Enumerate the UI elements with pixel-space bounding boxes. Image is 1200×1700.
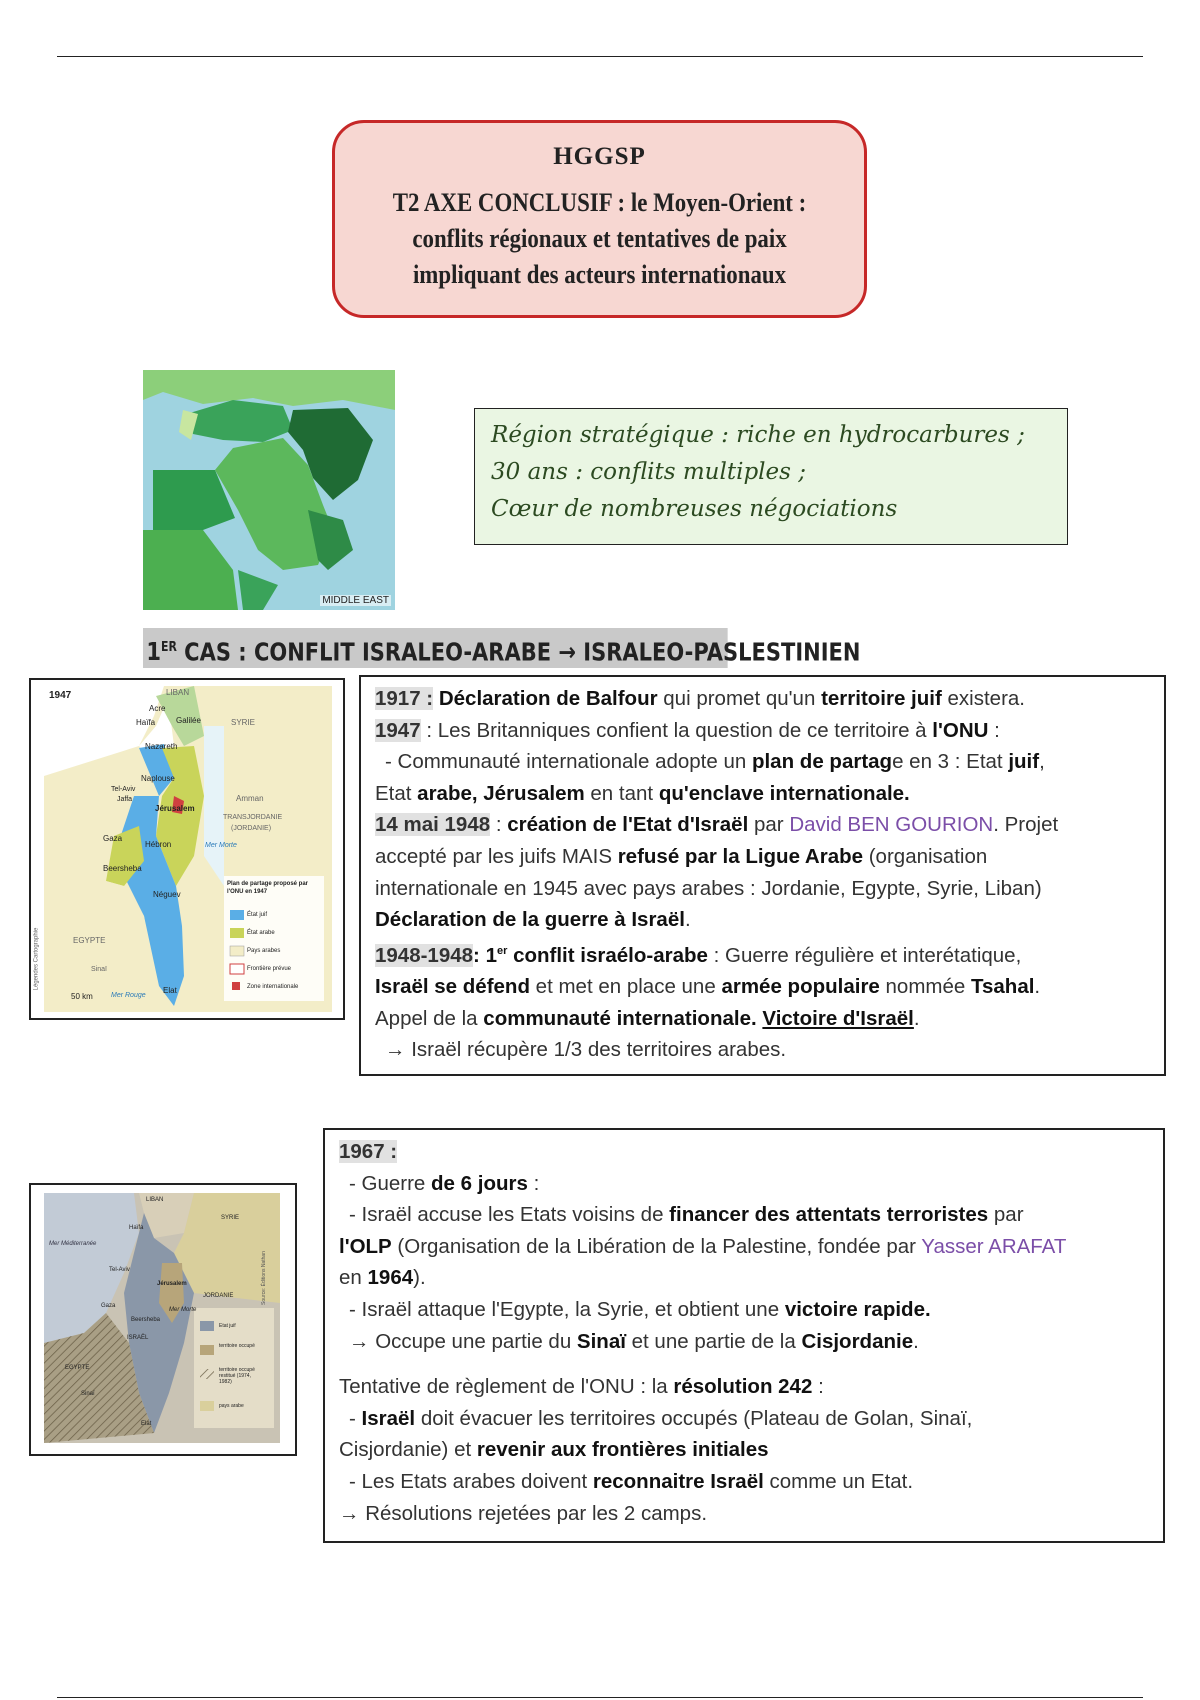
map-label: Beersheba <box>103 864 142 873</box>
map-label: Gaza <box>103 834 123 843</box>
middle-east-map-svg <box>143 370 395 610</box>
text-span: : <box>473 943 480 967</box>
text-span: Israël <box>361 1406 416 1430</box>
map-label: Tel-Aviv <box>111 786 136 793</box>
text-span: → Occupe une partie du <box>349 1329 572 1353</box>
map-label: Elat <box>141 1421 152 1427</box>
text-span: résolution 242 <box>673 1375 813 1399</box>
text-span: Cisjordanie <box>801 1329 914 1353</box>
text-line <box>375 841 1150 873</box>
map-label: Jérusalem <box>157 1281 187 1287</box>
text-span: (Organisation de la Libération de la Palestine, fondée par <box>397 1234 916 1258</box>
map-label: Mer Méditerranée <box>49 1241 97 1247</box>
text-span: Tsahal <box>971 975 1035 999</box>
text-span: Israël se défend <box>375 975 530 999</box>
text-span: Appel de la <box>375 1006 478 1030</box>
intro-box <box>474 408 1068 545</box>
bottom-rule <box>57 1697 1143 1698</box>
text-span: Victoire d'Israël <box>762 1006 914 1030</box>
legend-item: territoire occupé restitué (1974, 1982) <box>219 1367 255 1385</box>
text-span: . Projet <box>993 813 1059 837</box>
map-label: SYRIE <box>231 718 256 727</box>
map-label: Haïfa <box>129 1225 144 1231</box>
text-span: reconnaitre Israël <box>592 1469 764 1493</box>
map-label: EGYPTE <box>73 936 106 945</box>
text-span: : <box>818 1375 824 1399</box>
map-label: Tel-Aviv <box>109 1267 130 1273</box>
text-line <box>339 1326 1149 1358</box>
text-line <box>339 1371 1149 1403</box>
map-label: 50 km <box>71 992 93 1001</box>
text-span: : <box>495 813 502 837</box>
text-span: , <box>1039 750 1045 774</box>
map-label: Mer Morte <box>169 1307 197 1313</box>
text-span: - Les Etats arabes doivent <box>349 1469 588 1493</box>
map-label: Acre <box>149 704 166 713</box>
intro-line: 30 ans : conflits multiples ; <box>491 459 807 485</box>
map-label: LIBAN <box>146 1197 164 1203</box>
text-span: Sinaï <box>576 1329 626 1353</box>
text-line <box>375 715 1150 747</box>
map-label: Nazareth <box>145 742 178 751</box>
text-span: comme un Etat. <box>769 1469 914 1493</box>
text-span: doit évacuer les territoires occupés (Plateau de Golan, Sinaï, <box>420 1406 973 1430</box>
text-span: victoire rapide. <box>784 1297 931 1321</box>
text-span: - Israël attaque l'Egypte, la Syrie, et obtient une <box>349 1297 780 1321</box>
text-span: 1948-1948 <box>375 943 474 967</box>
text-line <box>375 971 1150 1003</box>
middle-east-map <box>143 370 395 610</box>
text-span: internationale en 1945 avec pays arabes : Jordanie, Egypte, Syrie, Liban) <box>375 876 1042 900</box>
map-label: Galilée <box>176 716 201 725</box>
text-span: David BEN GOURION <box>789 813 994 837</box>
text-span: et une partie de la <box>631 1329 796 1353</box>
map-label: LIBAN <box>166 688 190 697</box>
text-span: armée populaire <box>721 975 880 999</box>
text-line <box>375 904 1150 936</box>
map-label: TRANSJORDANIE <box>223 814 283 821</box>
text-span: - Guerre <box>349 1171 426 1195</box>
map-label: (JORDANIE) <box>231 825 272 832</box>
text-span: financer des attentats terroristes <box>669 1203 989 1227</box>
map-1947-legend-title: Plan de partage proposé par l'ONU en 1947 <box>227 881 309 895</box>
map-label: Naplouse <box>141 774 175 783</box>
text-span: qu'enclave internationale. <box>658 781 910 805</box>
text-span: er <box>496 944 508 957</box>
text-span: accepté par les juifs MAIS <box>375 844 612 868</box>
case-number: 1 <box>146 637 161 667</box>
map-label: Sinaï <box>91 966 107 973</box>
text-span: - Communauté internationale adopte un <box>385 750 747 774</box>
text-span: communauté internationale. <box>483 1006 757 1030</box>
text-span: 1917 : <box>375 687 434 710</box>
text-span: e en 3 : Etat <box>892 750 1003 774</box>
text-span: Balfour <box>585 687 658 710</box>
map-label: Mer Rouge <box>111 992 146 999</box>
text-line <box>339 1136 1149 1168</box>
map-label: ISRAËL <box>127 1335 149 1341</box>
text-span: nommée <box>885 975 966 999</box>
map-label: Amman <box>236 794 264 803</box>
text-span: → Résolutions rejetées par les 2 camps. <box>339 1501 708 1525</box>
text-span: l'ONU <box>932 718 989 742</box>
text-span: → Israël récupère 1/3 des territoires arabes. <box>385 1038 787 1062</box>
text-span: conflit israélo-arabe <box>513 943 708 967</box>
text-line <box>339 1434 1149 1466</box>
legend-item: État juif <box>247 912 268 918</box>
map-credit: Source: Éditions Nathan <box>260 1251 267 1305</box>
text-span: revenir aux frontières initiales <box>476 1438 769 1462</box>
map-label: Mer Morte <box>205 842 237 849</box>
text-line <box>339 1168 1149 1200</box>
text-line <box>339 1231 1149 1263</box>
text-line <box>375 873 1150 905</box>
text-span: qui promet qu'un <box>663 687 816 710</box>
map-label: Sinaï <box>81 1391 95 1397</box>
text-span: par <box>753 813 784 837</box>
map-label: SYRIE <box>221 1215 240 1221</box>
map-label: Jaffa <box>117 796 133 803</box>
text-span: : Guerre régulière et interétatique, <box>713 943 1022 967</box>
chapter-title: T2 AXE CONCLUSIF : le Moyen-Orient : conflits régionaux et tentatives de paix impliquant des acteurs internationaux <box>392 188 807 289</box>
subject-title: HGGSP <box>553 143 646 170</box>
map-1967 <box>44 1193 280 1443</box>
map-label: EGYPTE <box>65 1365 90 1371</box>
text-line <box>375 936 1150 971</box>
text-span: Déclaration de la guerre à Israël <box>375 908 685 932</box>
text-span: ). <box>413 1266 426 1290</box>
text-span: Cisjordanie) et <box>339 1438 472 1462</box>
map-label: Néguev <box>153 890 181 899</box>
map-label: Haïfa <box>136 718 156 727</box>
block-1967 <box>323 1128 1165 1543</box>
text-span: . <box>913 1006 920 1030</box>
legend-item: pays arabe <box>219 1403 244 1409</box>
title-box <box>332 120 867 318</box>
text-span: l'OLP <box>339 1234 392 1258</box>
legend-item: État arabe <box>247 930 275 936</box>
map-label: Gaza <box>101 1303 116 1309</box>
text-span: juif <box>1008 750 1040 774</box>
text-span: 1947 <box>375 718 421 742</box>
text-span: 1964 <box>367 1266 414 1290</box>
text-span: par <box>993 1203 1024 1227</box>
text-span: : <box>533 1171 540 1195</box>
text-line <box>375 683 1150 715</box>
text-span: Etat <box>375 781 412 805</box>
text-line <box>375 778 1150 810</box>
text-span: . <box>684 908 691 932</box>
map-1967-frame <box>29 1183 297 1456</box>
text-span: . <box>913 1329 919 1353</box>
text-line <box>375 1034 1150 1066</box>
text-span: : Les Britanniques confient la question de ce territoire à <box>426 718 927 742</box>
text-span: (organisation <box>868 844 988 868</box>
text-line <box>339 1403 1149 1435</box>
text-span: 14 mai 1948 <box>375 813 491 837</box>
text-span: Déclaration de <box>438 687 581 710</box>
text-line <box>339 1294 1149 1326</box>
text-line <box>339 1262 1149 1294</box>
text-line <box>375 746 1150 778</box>
text-span: 1 <box>485 943 497 967</box>
text-span: : <box>994 718 1000 742</box>
text-span: création de l'Etat d'Israël <box>507 813 749 837</box>
map-1947 <box>44 686 332 1012</box>
text-line <box>339 1466 1149 1498</box>
map-credit: Légendes Cartographie <box>33 927 40 991</box>
text-line <box>339 1498 1149 1530</box>
text-span: refusé par la Ligue Arabe <box>617 844 864 868</box>
text-span: . <box>1034 975 1041 999</box>
text-span: - <box>349 1406 356 1430</box>
map-1947-frame <box>29 678 345 1020</box>
text-line <box>375 1003 1150 1035</box>
top-rule <box>57 56 1143 57</box>
text-line <box>339 1199 1149 1231</box>
text-span: de 6 jours <box>431 1171 528 1195</box>
text-span: plan de partag <box>751 750 893 774</box>
map-label: Elat <box>163 986 177 995</box>
text-span: en <box>339 1266 362 1290</box>
text-span: - Israël accuse les Etats voisins de <box>349 1203 664 1227</box>
intro-line: Cœur de nombreuses négociations <box>491 496 898 522</box>
map-label: Jérusalem <box>155 804 195 813</box>
text-span: Yasser ARAFAT <box>921 1234 1067 1258</box>
legend-item: territoire occupé <box>219 1343 255 1349</box>
legend-item: Frontière prévue <box>247 966 292 972</box>
intro-line: Région stratégique : riche en hydrocarbures ; <box>491 422 1025 448</box>
map-label: JORDANIE <box>203 1293 234 1299</box>
map-label: Beersheba <box>131 1317 161 1323</box>
text-span: en tant <box>590 781 654 805</box>
text-line <box>375 809 1150 841</box>
text-span: 1967 : <box>339 1140 398 1163</box>
case-title: CAS : CONFLIT ISRALEO-ARABE → ISRALEO-PASLESTINIEN <box>176 637 861 667</box>
map-caption: MIDDLE EAST <box>322 595 389 606</box>
legend-item: Pays arabes <box>247 948 281 954</box>
map-1947-year: 1947 <box>49 690 72 701</box>
text-span: Tentative de règlement de l'ONU : la <box>339 1375 668 1399</box>
text-span: territoire juif <box>821 687 942 710</box>
legend-item: Etat juif <box>219 1323 236 1329</box>
case-number-sup: ER <box>160 640 177 655</box>
case-banner <box>143 628 861 668</box>
text-span: et met en place une <box>535 975 716 999</box>
map-label: Hébron <box>145 840 172 849</box>
legend-item: Zone internationale <box>247 984 299 990</box>
text-span: existera. <box>947 687 1025 710</box>
block-1947 <box>359 675 1166 1076</box>
text-span: arabe, Jérusalem <box>417 781 585 805</box>
